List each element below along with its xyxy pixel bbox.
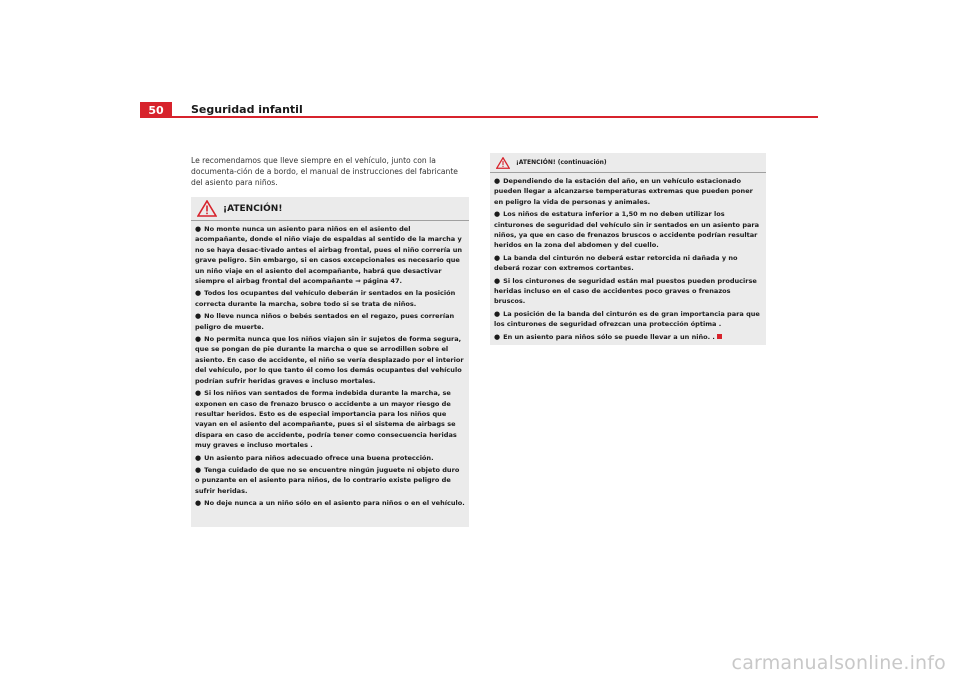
bullet-icon: ● — [195, 289, 202, 298]
bullet-icon: ● — [494, 253, 501, 262]
bullet-icon: ● — [195, 335, 202, 344]
end-of-section-icon — [717, 334, 722, 339]
warning-item-text: La posición de la banda del cinturón es de gran importancia para que los cinturones de seguridad ofrezcan una protección óptima . — [494, 309, 760, 329]
warning-item — [195, 498, 465, 508]
bullet-icon: ● — [494, 309, 501, 318]
warning-item — [195, 311, 465, 332]
bullet-icon: ● — [494, 332, 501, 341]
bullet-icon: ● — [494, 276, 501, 285]
warning-item — [494, 309, 762, 330]
warning-item — [195, 224, 465, 286]
warning-item — [494, 176, 762, 207]
warning-item-text: No permita nunca que los niños viajen sin ir sujetos de forma segura, que se pongan de pie durante la marcha o que se arrodillen sobre el asiento. En caso de accidente, el niño se vería desplazado por el interior del vehículo, por lo que tanto él como los demás ocupantes del vehículo podrían sufrir heridas graves e incluso mortales. — [195, 335, 464, 385]
warning-item-text: No monte nunca un asiento para niños en el asiento del acompañante, donde el niño viaje de espaldas al sentido de la marcha y no se haya desac-tivado antes el airbag frontal, pues el niño correría un grave peligro. Sin embargo, si en casos excepcionales es necesario que un niño viaje en el asiento del acompañante, habrá que desactivar siempre el airbag frontal del acompañante ⇒ página 47. — [195, 225, 463, 286]
warning-item-text: Tenga cuidado de que no se encuentre ningún juguete ni objeto duro o punzante en el asiento para niños, de lo contrario existe peligro de sufrir heridas. — [195, 465, 460, 495]
warning-item — [195, 388, 465, 450]
warning-list — [191, 221, 469, 509]
warning-continued-list — [490, 173, 766, 342]
warning-item-text: No lleve nunca niños o bebés sentados en el regazo, pues correrían peligro de muerte. — [195, 312, 455, 331]
header-rule — [140, 116, 818, 118]
warning-item-text: Todos los ocupantes del vehículo deberán ir sentados en la posición correcta durante la marcha, sobre todo si se trata de niños. — [195, 289, 456, 308]
bullet-icon: ● — [195, 499, 202, 508]
warning-item — [195, 453, 465, 463]
warning-item-text: No deje nunca a un niño sólo en el asiento para niños o en el vehículo. — [204, 499, 465, 508]
warning-continued-box — [490, 153, 766, 345]
warning-item-text: Un asiento para niños adecuado ofrece una buena protección. — [204, 453, 434, 462]
warning-triangle-icon — [496, 157, 510, 169]
warning-item — [494, 209, 762, 251]
warning-item — [494, 276, 762, 307]
warning-item-text: Si los niños van sentados de forma indebida durante la marcha, se exponen en caso de frenazo brusco o accidente a un mayor riesgo de resultar heridos. Esto es de especial importancia para los niños que vayan en el asiento del acompañante, pues si el sistema de airbags se dispara en caso de accidente, podría tener como consecuencia heridas muy graves e incluso mortales . — [195, 389, 457, 450]
bullet-icon: ● — [494, 177, 501, 185]
warning-item-text: Los niños de estatura inferior a 1,50 m no deben utilizar los cinturones de seguridad del vehículo sin ir sentados en un asiento para niños, ya que en caso de frenazos bruscos o accidente podrían resultar heridos en la zona del abdomen y del cuello. — [494, 210, 760, 250]
warning-item — [494, 253, 762, 274]
warning-item — [195, 334, 465, 386]
bullet-icon: ● — [494, 210, 501, 219]
warning-triangle-icon — [197, 200, 217, 217]
bullet-icon: ● — [195, 225, 202, 233]
warning-header — [191, 197, 469, 221]
bullet-icon: ● — [195, 389, 202, 398]
warning-item-text: En un asiento para niños sólo se puede llevar a un niño. . — [503, 332, 715, 341]
bullet-icon: ● — [195, 312, 202, 321]
warning-continued-title: ¡ATENCIÓN! (continuación) — [516, 159, 607, 166]
warning-continued-header — [490, 153, 766, 173]
bullet-icon: ● — [195, 453, 202, 462]
warning-item — [195, 288, 465, 309]
warning-item-text: Dependiendo de la estación del año, en un vehículo estacionado pueden llegar a alcanzarse temperaturas extremas que pueden poner en peligro la vida de personas y animales. — [494, 177, 753, 206]
warning-item — [494, 332, 762, 342]
warning-title: ¡ATENCIÓN! — [223, 203, 283, 214]
page-number: 50 — [140, 102, 172, 118]
warning-box — [191, 197, 469, 527]
warning-item — [195, 465, 465, 496]
watermark: carmanualsonline.info — [731, 652, 946, 674]
bullet-icon: ● — [195, 465, 202, 474]
warning-item-text: La banda del cinturón no deberá estar retorcida ni dañada y no deberá rozar con extremos cortantes. — [494, 253, 738, 273]
warning-item-text: Si los cinturones de seguridad están mal puestos pueden producirse heridas incluso en el caso de accidentes poco graves o frenazos bruscos. — [494, 276, 757, 306]
page-title: Seguridad infantil — [191, 103, 303, 116]
intro-paragraph: Le recomendamos que lleve siempre en el vehículo, junto con la documenta-ción de a bordo, el manual de instrucciones del fabricante del asiento para niños. — [191, 156, 458, 187]
